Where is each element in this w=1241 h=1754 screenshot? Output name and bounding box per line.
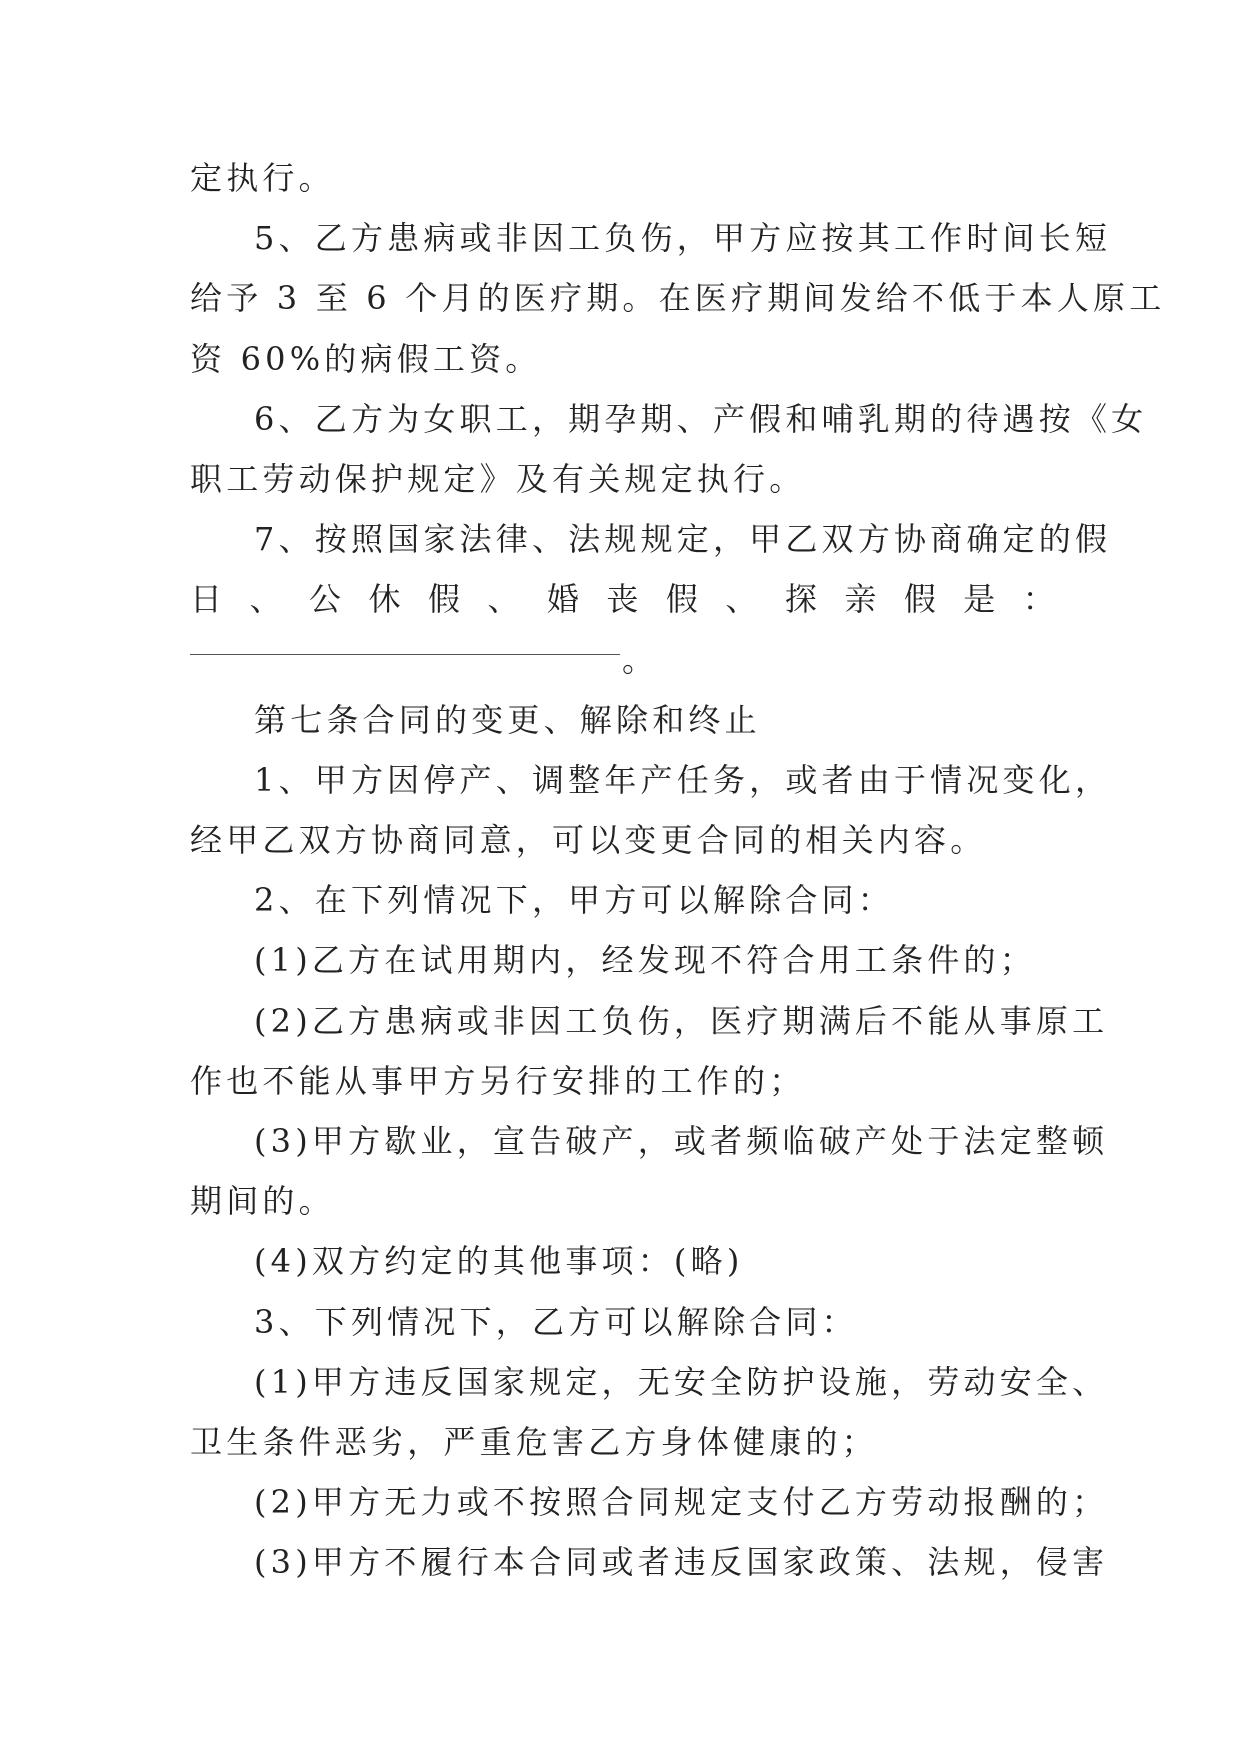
paragraph-line: 经甲乙双方协商同意，可以变更合同的相关内容。 — [190, 821, 987, 860]
justified-char: 、 — [487, 580, 520, 619]
justified-char: 假 — [903, 580, 936, 619]
paragraph-line: 卫生条件恶劣，严重危害乙方身体健康的； — [190, 1422, 878, 1461]
list-item: (4)双方约定的其他事项：(略) — [254, 1242, 744, 1281]
paragraph-line: 资 60%的病假工资。 — [190, 339, 542, 378]
paragraph-line: 定执行。 — [190, 159, 335, 197]
list-item: (2)乙方患病或非因工负伤，医疗期满后不能从事原工 — [254, 1001, 1109, 1040]
list-item: (1)乙方在试用期内，经发现不符合用工条件的； — [254, 941, 1036, 980]
paragraph-line: 1、甲方因停产、调整年产任务，或者由于情况变化， — [254, 760, 1112, 799]
justified-char: 公 — [308, 580, 341, 619]
justified-char: 、 — [725, 580, 758, 619]
justified-char: 假 — [665, 580, 698, 619]
justified-char: 、 — [249, 580, 282, 619]
list-item: (3)甲方不履行本合同或者违反国家政策、法规，侵害 — [254, 1543, 1109, 1582]
blank-underline — [190, 654, 620, 655]
justified-char: ： — [1022, 580, 1055, 619]
justified-char: 休 — [368, 580, 401, 619]
justified-char: 丧 — [606, 580, 639, 619]
document-page — [190, 148, 1166, 1593]
justified-char: 亲 — [844, 580, 877, 619]
paragraph-line-justified — [190, 569, 1055, 629]
paragraph-line: 职工劳动保护规定》及有关规定执行。 — [190, 459, 806, 498]
justified-char: 是 — [963, 580, 996, 619]
justified-char: 婚 — [546, 580, 579, 619]
justified-char: 探 — [784, 580, 817, 619]
paragraph-line: 3、下列情况下，乙方可以解除合同： — [254, 1302, 858, 1341]
section-heading: 第七条合同的变更、解除和终止 — [254, 700, 761, 739]
paragraph-line: 作也不能从事甲方另行安排的工作的； — [190, 1061, 806, 1100]
list-item: (3)甲方歇业，宣告破产，或者频临破产处于法定整顿 — [254, 1122, 1109, 1160]
paragraph-line: 5、乙方患病或非因工负伤，甲方应按其工作时间长短 — [254, 219, 1112, 258]
paragraph-line: 6、乙方为女职工，期孕期、产假和哺乳期的待遇按《女 — [254, 399, 1148, 438]
list-item: (1)甲方违反国家规定，无安全防护设施，劳动安全、 — [254, 1362, 1109, 1401]
blank-end-mark: 。 — [622, 640, 659, 679]
fill-in-line — [190, 630, 1055, 690]
justified-char: 假 — [427, 580, 460, 619]
paragraph-line: 7、按照国家法律、法规规定，甲乙双方协商确定的假 — [254, 520, 1112, 559]
paragraph-line: 给予 3 至 6 个月的医疗期。在医疗期间发给不低于本人原工 — [190, 279, 1166, 318]
justified-char: 日 — [190, 580, 223, 619]
list-item: (2)甲方无力或不按照合同规定支付乙方劳动报酬的； — [254, 1483, 1109, 1522]
paragraph-line: 期间的。 — [190, 1182, 335, 1221]
paragraph-line: 2、在下列情况下，甲方可以解除合同： — [254, 881, 894, 920]
